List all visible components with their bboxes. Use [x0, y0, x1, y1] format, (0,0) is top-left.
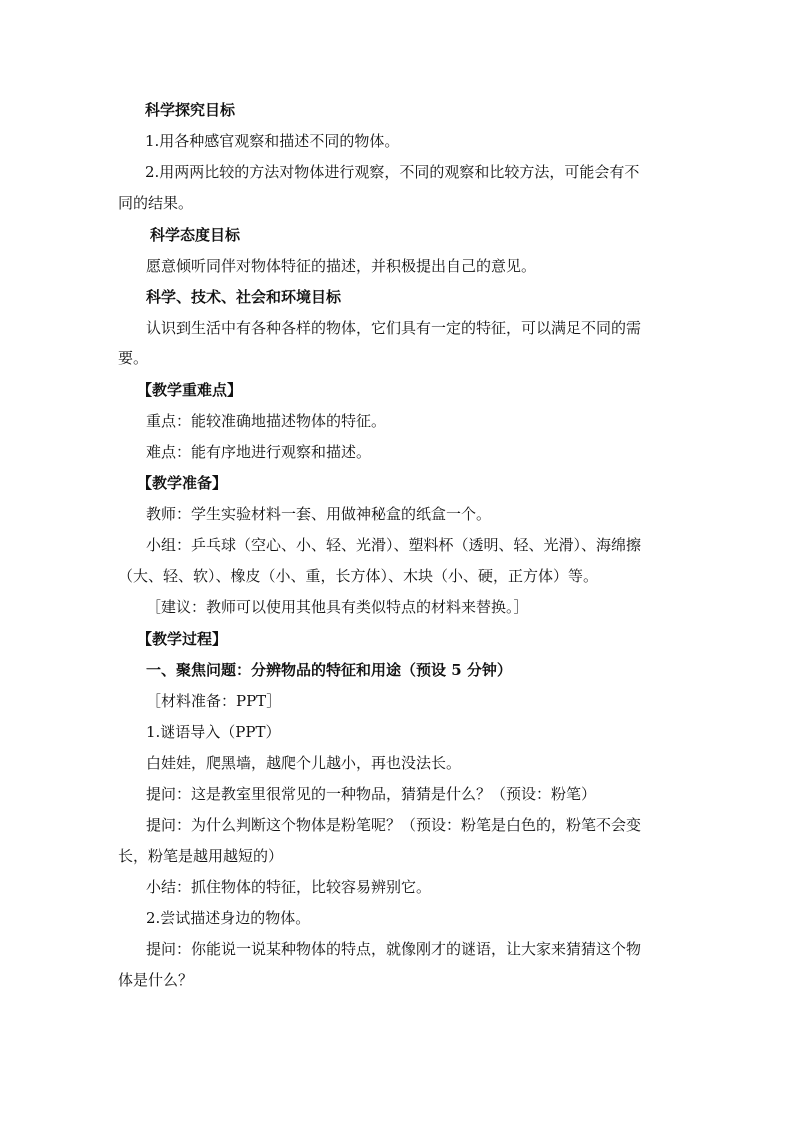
- attitude-text: 愿意倾听同伴对物体特征的描述，并积极提出自己的意见。: [146, 257, 537, 275]
- try-describe: 2.尝试描述身边的物体。: [146, 909, 311, 927]
- sts-line-2: 要。: [118, 349, 149, 367]
- question-3-line-1: 提问：你能说一说某种物体的特点，就像刚才的谜语，让大家来猜猜这个物: [146, 940, 642, 958]
- question-2-line-1: 提问：为什么判断这个物体是粉笔呢？（预设：粉笔是白色的，粉笔不会变: [146, 816, 642, 834]
- process-heading: 【教学过程】: [137, 630, 228, 648]
- question-1: 提问：这是教室里很常见的一种物品，猜猜是什么？（预设：粉笔）: [146, 785, 597, 803]
- section-1-heading: 一、聚焦问题：分辨物品的特征和用途（预设 5 分钟）: [146, 661, 512, 679]
- riddle-text: 白娃娃，爬黑墙，越爬个儿越小，再也没法长。: [146, 754, 462, 772]
- sts-heading: 科学、技术、社会和环境目标: [146, 288, 342, 306]
- inquiry-item-2-line-1: 2.用两两比较的方法对物体进行观察，不同的观察和比较方法，可能会有不: [145, 163, 640, 181]
- inquiry-item-1: 1.用各种感官观察和描述不同的物体。: [145, 132, 400, 150]
- prep-heading: 【教学准备】: [137, 474, 228, 492]
- group-prep-line-1: 小组：乒乓球（空心、小、轻、光滑）、塑料杯（透明、轻、光滑）、海绵擦: [146, 536, 642, 554]
- sts-line-1: 认识到生活中有各种各样的物体，它们具有一定的特征，可以满足不同的需: [146, 319, 642, 337]
- difficult-point: 难点：能有序地进行观察和描述。: [146, 443, 372, 461]
- key-point: 重点：能较准确地描述物体的特征。: [146, 412, 387, 430]
- riddle-intro: 1.谜语导入（PPT）: [146, 723, 281, 741]
- summary: 小结：抓住物体的特征，比较容易辨别它。: [146, 878, 432, 896]
- teacher-prep: 教师：学生实验材料一套、用做神秘盒的纸盒一个。: [146, 505, 492, 523]
- attitude-heading: 科学态度目标: [150, 226, 241, 244]
- suggestion: ［建议：教师可以使用其他具有类似特点的材料来替换。］: [146, 598, 529, 616]
- question-2-line-2: 长，粉笔是越用越短的）: [118, 847, 284, 865]
- question-3-line-2: 体是什么？: [118, 971, 194, 989]
- science-inquiry-heading: 科学探究目标: [145, 101, 236, 119]
- inquiry-item-2-line-2: 同的结果。: [118, 194, 194, 212]
- materials-note: ［材料准备：PPT］: [146, 692, 282, 710]
- key-difficult-heading: 【教学重难点】: [137, 381, 243, 399]
- group-prep-line-2: （大、轻、软）、橡皮（小、重，长方体）、木块（小、硬，正方体）等。: [118, 567, 599, 585]
